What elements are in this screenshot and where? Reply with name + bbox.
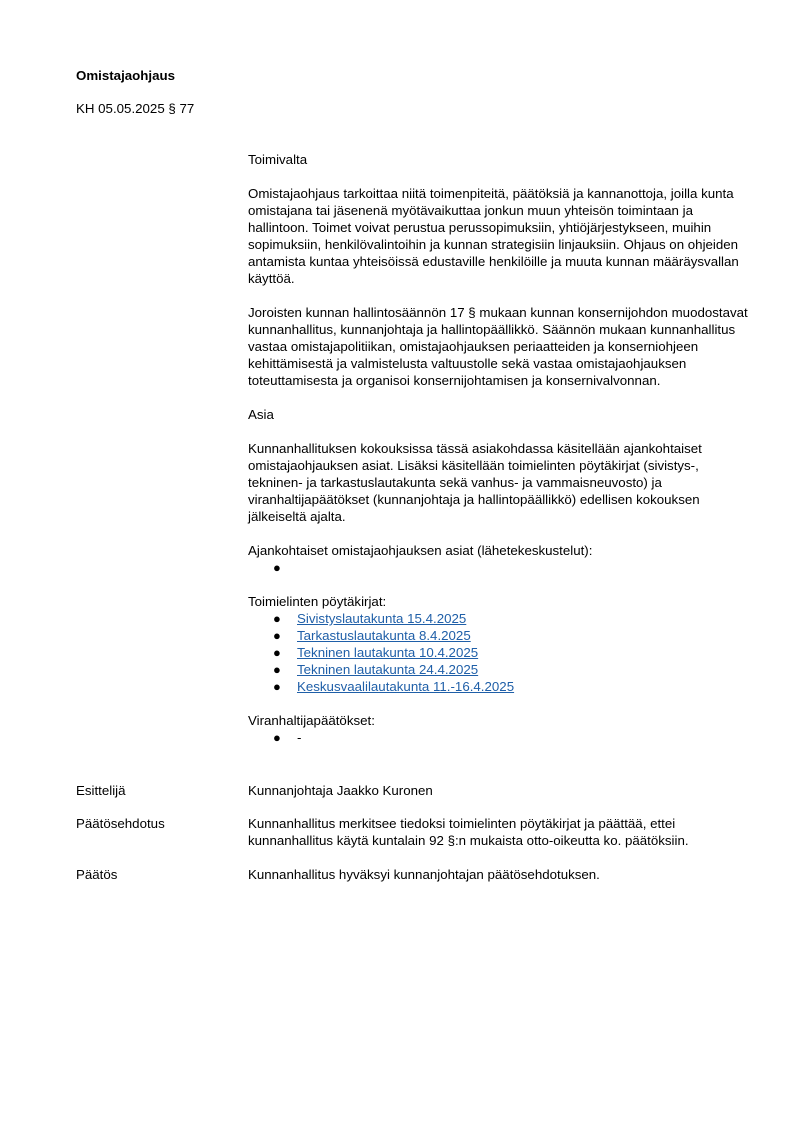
bullet-icon: ● xyxy=(273,662,281,677)
document-title: Omistajaohjaus xyxy=(76,68,176,83)
list-item xyxy=(248,627,748,644)
esittelija-value: Kunnanjohtaja Jaakko Kuronen xyxy=(248,783,433,798)
link-tarkastuslautakunta[interactable]: Tarkastuslautakunta 8.4.2025 xyxy=(297,628,471,643)
bullet-icon: ● xyxy=(273,560,281,575)
list-item xyxy=(248,559,748,576)
section-heading-asia: Asia xyxy=(248,407,274,422)
list-item xyxy=(248,644,748,661)
bullet-icon: ● xyxy=(273,628,281,643)
bullet-icon: ● xyxy=(273,611,281,626)
link-tekninen-lautakunta-24-4[interactable]: Tekninen lautakunta 24.4.2025 xyxy=(297,662,479,677)
bullet-icon: ● xyxy=(273,730,281,745)
bullet-icon: ● xyxy=(273,645,281,660)
meeting-reference: KH 05.05.2025 § 77 xyxy=(76,101,195,116)
poytakirjat-list xyxy=(248,610,748,695)
poytakirjat-intro: Toimielinten pöytäkirjat: xyxy=(248,594,387,609)
viranhaltija-intro: Viranhaltijapäätökset: xyxy=(248,713,375,728)
ajankohtaiset-intro: Ajankohtaiset omistajaohjauksen asiat (lähetekeskustelut): xyxy=(248,543,593,558)
asia-paragraph: Kunnanhallituksen kokouksissa tässä asiakohdassa käsitellään ajankohtaiset omistajaohjauksen asiat. Lisäksi käsitellään toimielinten pöytäkirjat (sivistys-, tekninen- ja tarkastuslautakunta sekä vanhus- ja vammaisneuvosto) ja viranhaltijapäätökset (kunnanjohtaja ja hallintopäällikkö) edellisen kokouksen jälkeiseltä ajalta. xyxy=(248,441,702,524)
paatosehdotus-label: Päätösehdotus xyxy=(76,816,165,831)
list-item xyxy=(248,678,748,695)
link-keskusvaalilautakunta[interactable]: Keskusvaalilautakunta 11.-16.4.2025 xyxy=(297,679,515,694)
list-item xyxy=(248,661,748,678)
list-item-text: - xyxy=(297,730,302,745)
esittelija-label: Esittelijä xyxy=(76,783,126,798)
paatos-label: Päätös xyxy=(76,867,118,882)
paatos-value: Kunnanhallitus hyväksyi kunnanjohtajan päätösehdotuksen. xyxy=(248,867,600,882)
document-body xyxy=(248,151,748,763)
viranhaltija-list xyxy=(248,729,748,746)
list-item xyxy=(248,729,748,746)
bullet-icon: ● xyxy=(273,679,281,694)
link-sivistyslautakunta[interactable]: Sivistyslautakunta 15.4.2025 xyxy=(297,611,467,626)
toimivalta-paragraph-2: Joroisten kunnan hallintosäännön 17 § mukaan kunnan konsernijohdon muodostavat kunnanhallitus, kunnanjohtaja ja hallintopäällikkö. Säännön mukaan kunnanhallitus vastaa omistajapolitiikan, omistajaohjauksen periaatteiden ja konserniohjeen kehittämisestä ja valmistelusta valtuustolle sekä vastaa omistajaohjauksen toteuttamisesta ja organisoi konsernijohtamisen ja konsernivalvonnan. xyxy=(248,305,748,388)
section-heading-toimivalta: Toimivalta xyxy=(248,152,308,167)
link-tekninen-lautakunta-10-4[interactable]: Tekninen lautakunta 10.4.2025 xyxy=(297,645,479,660)
paatosehdotus-value: Kunnanhallitus merkitsee tiedoksi toimielinten pöytäkirjat ja päättää, ettei kunnanhallitus käytä kuntalain 92 §:n mukaista otto-oikeutta ko. päätöksiin. xyxy=(248,816,689,848)
list-item xyxy=(248,610,748,627)
ajankohtaiset-list xyxy=(248,559,748,576)
toimivalta-paragraph-1: Omistajaohjaus tarkoittaa niitä toimenpiteitä, päätöksiä ja kannanottoja, joilla kunta omistajana tai jäsenenä myötävaikuttaa jonkun muun yhteisön toimintaan ja hallintoon. Toimet voivat perustua perussopimuksiin, yhtiöjärjestykseen, muihin sopimuksiin, henkilövalintoihin ja kunnan strategisiin linjauksiin. Ohjaus on ohjeiden antamista kuntaa yhteisöissä edustaville henkilöille ja muuta kunnan määräysvallan käyttöä. xyxy=(248,186,739,286)
